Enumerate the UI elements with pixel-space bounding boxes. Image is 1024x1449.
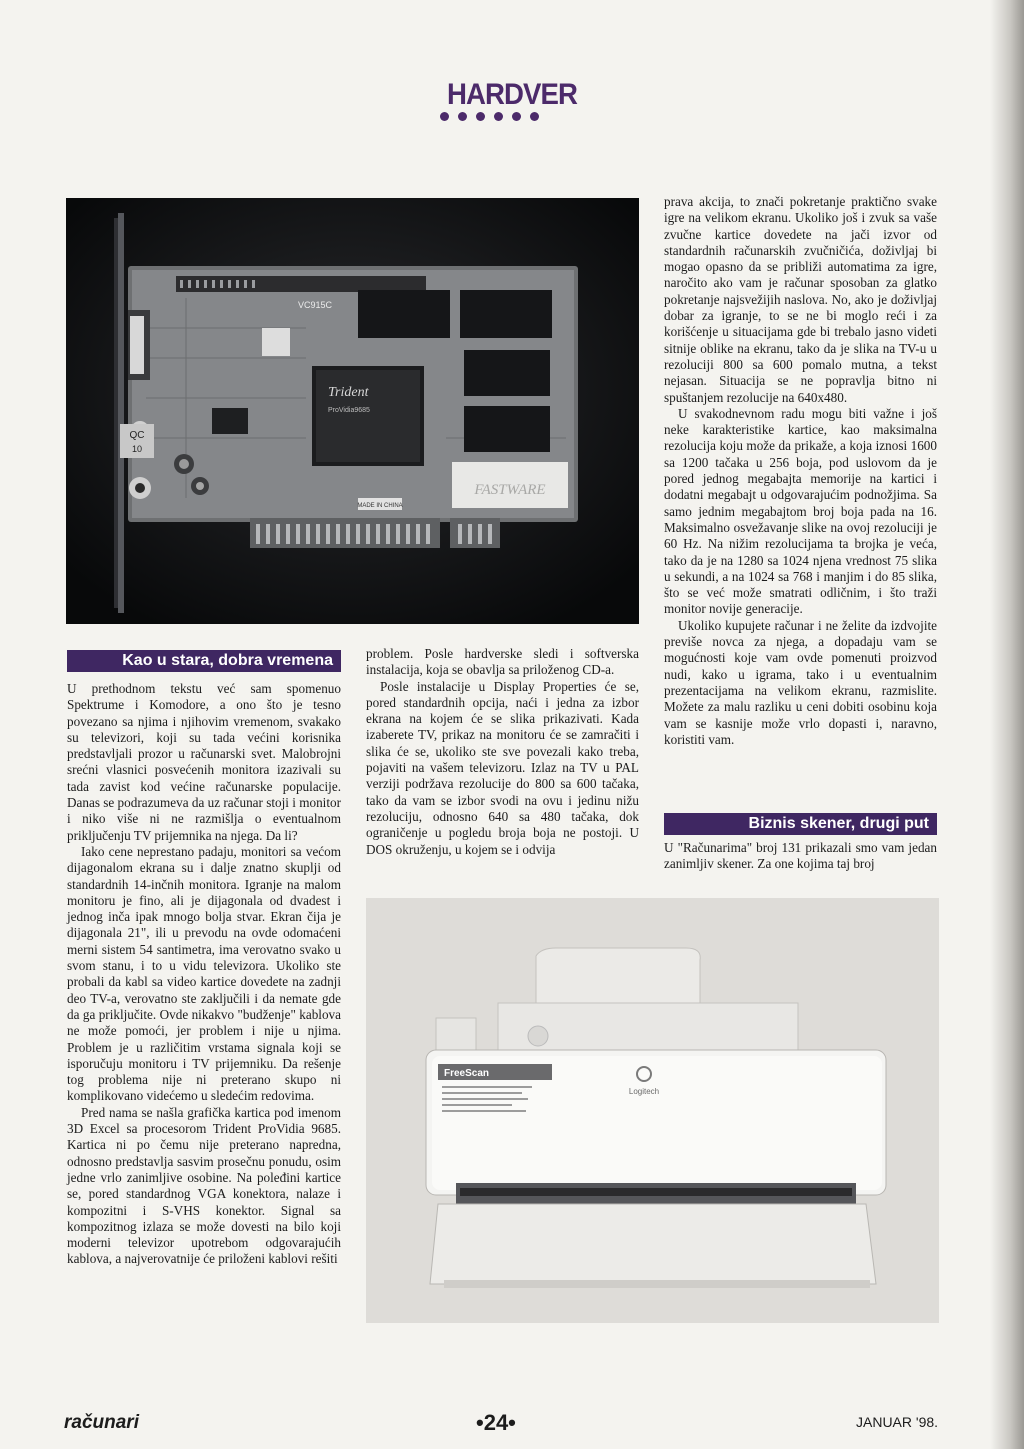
made-in-label: MADE IN CHINA: [357, 503, 403, 509]
paragraph: Ukoliko kupujete računar i ne želite da izdvojite previše novca za njega, a dopadaju vam se mogućnosti koje vam ovde pomenuti proizvod nudi, kako u igrama, tako i u eventualnim prezentacijama na velikom ekranu, razmislite. Možete za malu razliku u ceni dobiti osobinu koja vam se kasnije može vrlo dopasti i, naravno, koristiti vam.: [664, 617, 937, 747]
article-column-3: [664, 194, 937, 748]
issue-date: JANUAR '98.: [856, 1414, 939, 1430]
article-2-intro: [664, 840, 937, 873]
graphics-card-photo: [66, 198, 639, 624]
chip-model: ProVidia9685: [328, 407, 370, 414]
article-heading-kao-u-stara: Kao u stara, dobra vremena: [67, 650, 341, 672]
article-heading-biznis-skener: Biznis skener, drugi put: [664, 813, 937, 835]
logitech-logo: Logitech: [628, 1087, 660, 1096]
scanner-photo: [366, 898, 939, 1323]
section-dots: [440, 112, 539, 121]
paragraph: prava akcija, to znači pokretanje praktično svake igre na velikom ekranu. Ukoliko još i zvuk sa vaše zvučne kartice dovedete na jači izvor od standardnih računarskih zvučničića, doživljaj bi mogao opasno da se približi automatima za igre, naročito ako vam je računar sposoban za glatko pokretanje najsvežijih naslova. No, ako je doživljaj dobar za igranje, to se ne bi moglo reći i za korišćenje u situacijama gde bi trebalo jasno videti sitnije oblike na ekranu, tako da je slika na TV-u u rezoluciji 800 sa 600 pomalo mutna, a tekst nejasan. Situacija se ne popravlja bitno ni spuštanjem rezolucije na 640x480.: [664, 194, 937, 405]
magazine-name: računari: [64, 1412, 139, 1433]
article-column-2: [366, 646, 639, 858]
paragraph: U prethodnom tekstu već sam spomenuo Spektrume i Komodore, a ono što je tesno povezano sa njima i njihovim vremenom, svakako su televizori, koji su tada većini korisnika predstavljali prozor u računarski svet. Malobrojni srećni vlasnici posvećenih monitora izazivali su tada zavist kod većine računarske populacije. Danas se podrazumeva da uz računar stoji i monitor i niko više ni ne razmišlja o eventualnom priključenju TV prijemnika na njega. Da li?: [67, 681, 341, 843]
paragraph: Posle instalacije u Display Properties će se, pored standardnih opcija, naći i jedna za izbor ekrana na kojem će se slika prikazivati. Kada izaberete TV, prikaz na monitoru će se zamračiti i slika će se, ukoliko ste sve povezali kako treba, pojaviti na vašem televizoru. Izlaz na TV u PAL verziji podržava rezolucije do 800 sa 600 tačaka, tako da vam se izbor svodi na ovu i jedinu nižu rezoluciju, odnosno 640 sa 480 tačaka, dok ograničenje u pogledu broja boja ne postoji. U DOS okruženju, u kojem se i odvija: [366, 678, 639, 857]
article-column-1: [67, 681, 341, 1268]
page-number: •24•: [476, 1410, 516, 1435]
qc-number: 10: [131, 444, 143, 454]
qc-label: QC: [129, 430, 145, 441]
chip-brand: Trident: [328, 385, 369, 400]
paragraph: problem. Posle hardverske sledi i softverska instalacija, koja se obavlja sa priloženog CD-a.: [366, 646, 639, 678]
paragraph: Pred nama se našla grafička kartica pod imenom 3D Excel sa procesorom Trident ProVidia 9685. Kartica ni po čemu nije preterano napredna, odnosno predstavlja sasvim prosečnu ponudu, osim jedne vrlo zanimljive osobine. Na poleđini kartice se, pored standardnog VGA konektora, nalaze i kompozitni i S-VHS konektor. Signal sa kompozitnog izlaza se može dovesti na bilo koji moderni televizor upotrebom odgovarajućih kablova, a najverovatnije će priloženi kablovi rešiti: [67, 1104, 341, 1267]
paragraph: Iako cene neprestano padaju, monitori sa većom dijagonalom ekrana su i dalje znatno skuplji od standardnih 14-inčnih monitora. Igranje na malom monitoru je fino, ali je dijagonala od dvadest i jednog inča ipak mnogo bolja stvar. Ekran čija je dijagonala 21", ili u prevodu na ovde odomaćeni merni sistem 54 santimetra, ima verovatno svako u svom stanu, i to u vidu televizora. Ukoliko ste probali da kabl sa video kartice dovedete na zadnji deo TV-a, verovatno ste zaključili i da nemate gde da ga priključite. Ovde nikakvo "budženje" kablova ne može pomoći, jer problem i nije u njima. Problem je u različitim vrstama signala koji se isporučuju monitoru i TV prijemniku. Da rešenje tog problema nije ni preterano skupo ni komplikovano videćemo u sledećim redovima.: [67, 843, 341, 1104]
board-id: VC915C: [298, 300, 333, 310]
page-edge-shadow: [990, 0, 1024, 1449]
fastware-sticker: FASTWARE: [474, 482, 546, 498]
paragraph: U "Računarima" broj 131 prikazali smo vam jedan zanimljiv skener. Za one kojima taj broj: [664, 840, 937, 872]
paragraph: U svakodnevnom radu mogu biti važne i još neke karakteristike kartice, kao maksimalna rezolucija koju može da prikaže, a koja iznosi 1600 sa 1200 tačaka u 256 boja, pod uslovom da je pored jednog megabajta memorije na kartici i dodatni megabajt u odgovarajućim podnožjima. Sa samo jednim megabajtom broj boja pada na 16. Maksimalno osvežavanje slike na ovoj rezoluciji je 60 Hz. Na nižim rezolucijama ta brojka je veća, tako da je na 1280 sa 1024 njena vrednost 75 slika u sekundi, a na 1024 sa 768 i manjim i do 85 slika, što se već može smatrati odličnim, i što traži monitor novije generacije.: [664, 405, 937, 617]
freescan-label: FreeScan: [444, 1068, 490, 1079]
section-title: HARDVER: [446, 78, 578, 111]
